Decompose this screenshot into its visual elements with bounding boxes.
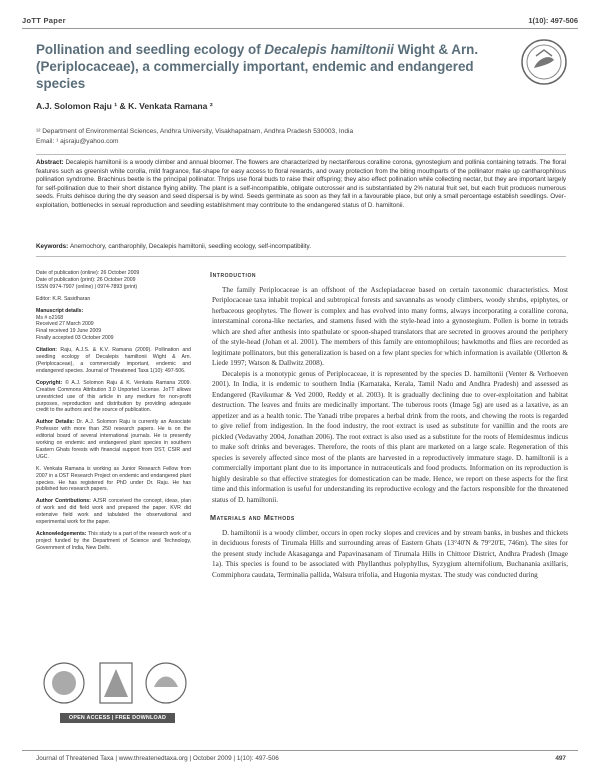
ms-final-received: Final received 19 June 2009: [36, 328, 102, 335]
citation-text: Raju, A.J.S. & K.V. Ramana (2009). Pollination and seedling ecology of Decalepis hamiltonii Wight & Arn. (Periplocaceae), a commercially important, endemic and endangered species. Journal of Threatened Taxa 1(10): 497-506.: [36, 347, 192, 374]
title-part2: Wight & Arn. (Periplocaceae), a commercially important, endemic and endangered species: [36, 42, 479, 91]
divider: [36, 256, 566, 257]
divider: [36, 154, 566, 155]
page-footer: [22, 750, 578, 762]
abstract-text: Decalepis hamiltonii is a woody climber and annual bloomer. The flowers are characterized by nectariferous coralline corona, gynostegium and pollinia containing tetrads. The floral features such as greenish white corolla, mild fragrance, flat-shape for easy access to floral rewards, and ovary protection from the biting mouthparts of the pollinator make up cantharophilous pollination syndrome. Brachinus beetle is the principal pollinator. Thrips use floral buds to raise their offspring; they also effect pollination while collecting nectar, but they are important largely for self-pollination due to their short distance flying ability. The plant is a self-incompatible, obligate outcrosser and is substantiated by 2% natural fruit set, but each fruit produces numerous seeds. Fruits dehisce during the dry season and seed dispersal is by wind. Seeds germinate as soon as they fall in a favourable place, but only a small percentage establish seedlings. Over-exploitation, bottlenecks in sexual reproduction and seedling establishment may contribute to the endangered status of D. hamiltonii.: [36, 159, 567, 209]
manuscript-label: Manuscript details:: [36, 307, 84, 314]
emblem-1-icon: [44, 663, 84, 703]
date-online: Date of publication (online): 26 October 2009: [36, 270, 140, 276]
methods-paragraph-1: D. hamiltonii is a woody climber, occurs in open rocky slopes and crevices and by stream banks, in bushes and thickets in deciduous forests of Tirumala Hills and surrounding areas of Eastern Ghats (13°40'N & 79°20'E, 746m). The sites for the present study include Akasaganga and Papavinasanam of Tirumala Hills in Chittoor District, Andhra Pradesh (Image 1a). This species is found to be associated with Phyllanthus polyphyllus, Syzygium alternifolium, Buchanania axillaris, Commiphora caudata, Terminalia pallida, Walsura trifolia, and Hugonia mystax. The study was conducted during: [212, 528, 568, 579]
journal-tag: JoTT Paper: [22, 16, 66, 25]
methods-heading: Materials and Methods: [210, 513, 295, 522]
ms-number: Ms # o2168: [36, 314, 64, 321]
date-print: Date of publication (print): 26 October 2009: [36, 276, 136, 283]
author-details: [36, 419, 191, 460]
copyright-label: Copyright:: [36, 379, 66, 386]
ack-label: Acknowledgements:: [36, 531, 88, 537]
article-title: [36, 41, 501, 92]
acknowledgements: [36, 531, 191, 552]
abstract: [36, 159, 566, 211]
contrib-text: AJSR conceived the concept, ideas, plan of work and did field work and prepared the paper. KVR did extensive field work and tabulated the observational and experimental work for the paper.: [36, 498, 191, 526]
title-species: Decalepis hamiltonii: [264, 42, 394, 57]
citation-label: Citation:: [36, 347, 61, 354]
author-contributions: [36, 498, 191, 526]
manuscript-details: [36, 308, 191, 343]
emblem-2-icon: [100, 663, 132, 703]
author-details-2: K. Venkata Ramana is working as Junior Research Fellow from 2007 in a DST Research Project on endemic and endangered plant species. He has registered for PhD under Dr. Raju. He has published two research papers.: [36, 465, 191, 493]
ms-received: Received 27 March 2009: [36, 321, 94, 328]
emblem-3-icon: [146, 663, 186, 703]
sidebar: [36, 270, 191, 557]
issn: ISSN 0974-7907 (online) | 0974-7893 (print): [36, 283, 138, 290]
open-access-badge[interactable]: OPEN ACCESS | FREE DOWNLOAD: [60, 713, 175, 723]
institution-emblems: [42, 657, 190, 709]
running-header: [22, 14, 578, 29]
affiliation: ¹² Department of Environmental Sciences, Andhra University, Visakhapatnam, Andhra Pradesh 530003, India: [36, 128, 354, 135]
title-part1: Pollination and seedling ecology of: [36, 42, 265, 57]
email[interactable]: Email: ¹ ajsraju@yahoo.com: [36, 137, 119, 145]
keywords: [36, 243, 566, 250]
copyright-text: © A.J. Solomon Raju & K. Venkata Ramana 2009. Creative Commons Attribution 3.0 Unported License. JoTT allows unrestricted use of this article in any medium for non-profit purposes, reproduction and distribution by providing adequate credit to the authors and the source of publication.: [36, 379, 192, 414]
ms-accepted: Finally accepted 03 October 2009: [36, 335, 114, 342]
abstract-label: Abstract:: [36, 159, 66, 166]
intro-heading: Introduction: [210, 270, 257, 279]
contrib-label: Author Contributions:: [36, 498, 94, 505]
publication-dates: [36, 270, 191, 291]
authors: A.J. Solomon Raju ¹ & K. Venkata Ramana ²: [36, 101, 213, 111]
author-details-label: Author Details:: [36, 419, 77, 426]
keywords-label: Keywords:: [36, 243, 70, 250]
copyright: [36, 380, 191, 415]
author-details-text: Dr. A.J. Solomon Raju is currently an Associate Professor with more than 250 research papers. He is on the editorial board of several international journals. He is presently working on endemic and endangered plant species in southern Eastern Ghats forests with financial support from DST, CSIR and UGC.: [36, 419, 192, 460]
keywords-text: Anemochory, cantharophily, Decalepis hamiltonii, seedling ecology, self-incompatibility.: [69, 243, 311, 250]
intro-paragraph-1: The family Periplocaceae is an offshoot of the Asclepiadaceae based on certain taxonomic characteristics. Most Periplocaceae taxa inhabit tropical and subtropical forests and savannahs as woody climbers, woody shrubs, epiphytes, or herbaceous geophytes. The flower is complex and has evolved into many forms, always incorporating a coralline corona, interstaminal corona-like nectaries, and stamens fused with the style-head into a gynostegium. Pollen is borne in tetrads which are shed after anthesis into spathulate or spoon-shaped translators that are secreted in grooves around the periphery of the style-head (Johan et al. 2001). The members of this family are entomophilous; hawkmoths and flies are recorded as legitimate pollinators, but this generalization is based on a few plant species for which information is available (Ollerton & Liede 1997; Watson & Dallwitz 2008).: [212, 285, 568, 367]
journal-logo-icon: [520, 38, 568, 86]
ack-text: This study is a part of the research work of a project funded by the Department of Science and Technology, Government of India, New Delhi.: [36, 531, 191, 551]
affiliation-block: [36, 127, 566, 146]
citation: [36, 347, 191, 375]
editor: Editor: K.R. Sasidharan: [36, 295, 91, 302]
main-text: [212, 270, 568, 580]
intro-paragraph-2: Decalepis is a monotypic genus of Periplocaceae, it is represented by the species D. hamiltonii (Venter & Verhoeven 2001). In India, it is endemic to southern India (Karnataka, Kerala, Tamil Nadu and Andhra Pradesh) and assessed as Endangered (Ravikumar & Ved 2000, Reddy et al. 2003). It is gradually declining due to over-exploitation and habitat destruction. The leaves and fruits are medicinally important. The tuberous roots (Image 5g) are used as a laxative, as an appetizer and as a health tonic. The Yanadi tribe prepares a herbal drink from the roots, and chewing the roots is regarded to give relief from indigestion. In the food industry, the root extract is used as substitute for vanillin and the roots are pickled (Vedavathy 2004, Jonathan 2006). The root extract is also used as a substitute for the roots of Hemidesmus indicus to make soft drinks and beverages. Therefore, the roots of this plant are marketed on a large scale. Regeneration of this species is severely affected since most of the plants are harvested in a reproductively immature stage. D. hamiltonii is a commercially important plant due to its importance in nutraceuticals and food products. Information on its reproduction is highly desirable so that effective strategies for domestication can be made. Hence, we report on these aspects for the first time and this information is useful for understanding its reproductive ecology and the factors responsible for the threatened status of D. hamiltonii.: [212, 369, 568, 504]
page-number: 497: [555, 755, 566, 762]
issue-pages: 1(10): 497-506: [528, 16, 578, 25]
footer-journal: Journal of Threatened Taxa | www.threatenedtaxa.org | October 2009 | 1(10): 497-506: [36, 755, 279, 762]
